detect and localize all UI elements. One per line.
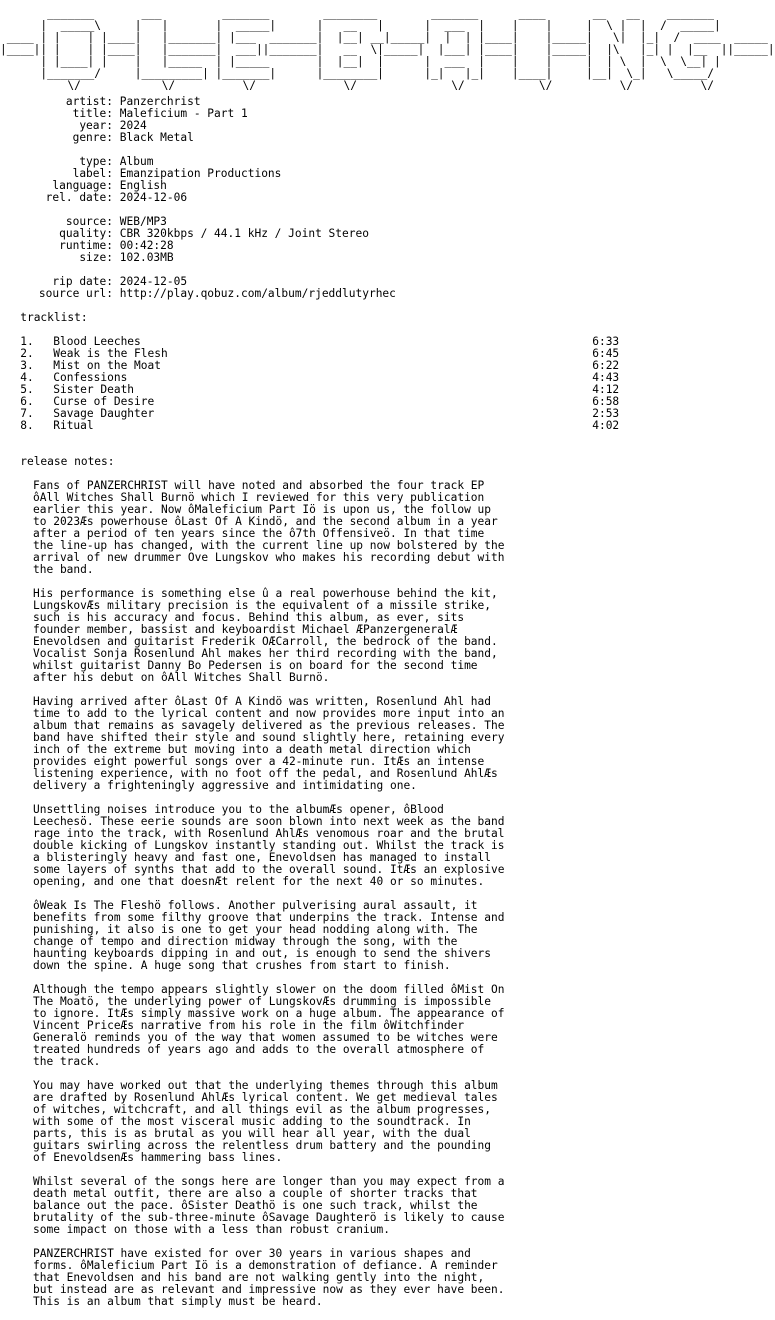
notes-paragraph-3: Having arrived after ôLast Of A Kindö was written, Rosenlund Ahl had time to add to the lyrical content and now provides more input into an album that remains as savagely delivered as the previous releases. The band have shifted their style and sound slightly here, retaining every inch of the extreme but moving into a death metal direction which provides eight powerful songs over a 42-minute run. ItÆs an intense listening experience, with no foot off the pedal, and Rosenlund AhlÆs delivery a frighteningly aggressive and intimidating one. xyxy=(33,695,505,792)
track-duration: 6:22 xyxy=(592,359,620,372)
notes-paragraph-7: You may have worked out that the underlying themes through this album are drafted by Rosenlund AhlÆs lyrical content. We get medieval tales of witches, witchcraft, and all things evil as the album progresses, with some of the most visceral music adding to the soundtrack. In parts, this is as brutal as you will hear all year, with the dual guitars swirling across the relentless drum battery and the pounding of EnevoldsenÆs hammering bass lines. xyxy=(33,1079,498,1164)
notes-paragraph-6: Although the tempo appears slightly slower on the doom filled ôMist On The Moatö, the underlying power of LungskovÆs drumming is impossible to ignore. ItÆs simply massive work on a huge album. The appearance of Vincent PriceÆs narrative from his role in the film ôWitchfinder Generalö reminds you of the way that women assumed to be witches were treated hundreds of years ago and adds to the overall atmosphere of the track. xyxy=(33,983,505,1068)
rel-date-value: 2024-12-06 xyxy=(119,191,188,204)
rel-date-label: rel. date: xyxy=(45,191,113,204)
ascii-logo-banner: _______ ___ _______ ________ _______ ____ __ __ _______ | _____\ | | | _____| | __ | | ___ | | | | \ | | / _____| ____ | | | |____| |_______| |___ _______| |__| __|_____| | | |____| |_____| \| |_| / ____ _____ |____|| | | |____| |_______| ___||_______| __ \|_____| |___| |____| |_____| |\ |_| | |__ ||_____| | |____| | | |_____ | |_____ | |__| | | ___ | | | | | \ | \ \__| | |_______/ |_________| |_______| |________| |_| |_| |____| |__| \_| \_____/ \/ \/ \/ \/ \/ \/ \/ \/ xyxy=(0,7,775,92)
source-url-value[interactable]: http://play.qobuz.com/album/rjeddlutyrhec xyxy=(119,287,396,300)
track-number: 6. xyxy=(20,395,34,408)
track-number: 3. xyxy=(20,359,34,372)
source-url-label: source url: xyxy=(38,287,113,300)
size-label: size: xyxy=(79,251,113,264)
track-duration: 2:53 xyxy=(592,407,620,420)
rip-date-label: rip date: xyxy=(52,275,113,288)
track-number: 1. xyxy=(20,335,34,348)
language-value: English xyxy=(119,179,167,192)
source-label: source: xyxy=(65,215,113,228)
track-title: Blood Leeches xyxy=(53,335,141,348)
genre-label: genre: xyxy=(72,131,113,144)
language-label: language: xyxy=(52,179,113,192)
release-info xyxy=(0,96,396,300)
notes-paragraph-9: PANZERCHRIST have existed for over 30 years in various shapes and forms. ôMaleficium Part Iö is a demonstration of defiance. A reminder that Enevoldsen and his band are not walking gently into the night, but instead are as relevant and impressive now as they ever have been. This is an album that simply must be heard. xyxy=(33,1247,505,1308)
runtime-value: 00:42:28 xyxy=(119,239,174,252)
release-notes xyxy=(0,456,504,1308)
track-duration: 6:45 xyxy=(592,347,620,360)
tracklist-heading-text: tracklist: xyxy=(20,311,88,324)
label-value: Emanzipation Productions xyxy=(119,167,282,180)
track-number: 8. xyxy=(20,419,34,432)
tracklist xyxy=(0,336,619,432)
quality-value: CBR 320kbps / 44.1 kHz / Joint Stereo xyxy=(119,227,369,240)
notes-paragraph-5: ôWeak Is The Fleshö follows. Another pulverising aural assault, it benefits from some filthy groove that underpins the track. Intense and punishing, it also is one to get your head nodding along with. The change of tempo and direction midway through the song, with the haunting keyboards dipping in and out, is enough to send the shivers down the spine. A huge song that crushes from start to finish. xyxy=(33,899,505,972)
track-duration: 4:12 xyxy=(592,383,620,396)
quality-label: quality: xyxy=(59,227,113,240)
title-value: Maleficium - Part 1 xyxy=(119,107,248,120)
genre-value: Black Metal xyxy=(119,131,194,144)
notes-paragraph-2: His performance is something else û a real powerhouse behind the kit, LungskovÆs military precision is the equivalent of a missile strike, such is his accuracy and focus. Behind this album, as ever, sits founder member, bassist and keyboardist Michael ÆPanzergeneralÆ Enevoldsen and guitarist Frederik OÆCarroll, the bedrock of the band. Vocalist Sonja Rosenlund Ahl makes her third recording with the band, whilst guitarist Danny Bo Pedersen is on board for the second time after his debut on ôAll Witches Shall Burnö. xyxy=(33,587,498,684)
track-duration: 4:43 xyxy=(592,371,620,384)
size-value: 102.03MB xyxy=(119,251,174,264)
artist-label: artist: xyxy=(65,95,113,108)
type-label: type: xyxy=(79,155,113,168)
release-notes-heading: release notes: xyxy=(20,455,115,468)
track-title: Ritual xyxy=(53,419,94,432)
track-title: Confessions xyxy=(53,371,128,384)
track-title: Savage Daughter xyxy=(53,407,155,420)
year-value: 2024 xyxy=(119,119,147,132)
track-number: 7. xyxy=(20,407,34,420)
type-value: Album xyxy=(119,155,154,168)
rip-date-value: 2024-12-05 xyxy=(119,275,188,288)
track-row xyxy=(0,419,619,432)
track-title: Weak is the Flesh xyxy=(53,347,168,360)
track-duration: 6:58 xyxy=(592,395,620,408)
notes-paragraph-4: Unsettling noises introduce you to the albumÆs opener, ôBlood Leechesö. These eerie sounds are soon blown into next week as the band rage into the track, with Rosenlund AhlÆs venomous roar and the brutal double kicking of Lungskov instantly standing out. Whilst the track is a blisteringly heavy and fast one, Enevoldsen has managed to install some layers of synths that add to the overall sound. ItÆs an explosive opening, and one that doesnÆt relent for the next 40 or so minutes. xyxy=(33,803,505,888)
track-title: Mist on the Moat xyxy=(53,359,161,372)
source-value: WEB/MP3 xyxy=(119,215,167,228)
track-number: 5. xyxy=(20,383,34,396)
artist-value: Panzerchrist xyxy=(119,95,201,108)
track-duration: 4:02 xyxy=(592,419,620,432)
track-number: 2. xyxy=(20,347,34,360)
tracklist-heading xyxy=(0,312,88,324)
title-label: title: xyxy=(72,107,113,120)
track-title: Sister Death xyxy=(53,383,135,396)
label-label: label: xyxy=(72,167,113,180)
runtime-label: runtime: xyxy=(59,239,113,252)
track-number: 4. xyxy=(20,371,34,384)
track-duration: 6:33 xyxy=(592,335,620,348)
notes-paragraph-8: Whilst several of the songs here are longer than you may expect from a death metal outfit, there are also a couple of shorter tracks that balance out the pace. ôSister Deathö is one such track, whilst the brutality of the sub-three-minute ôSavage Daughterö is likely to cause some impact on those with a less than robust cranium. xyxy=(33,1175,505,1236)
track-title: Curse of Desire xyxy=(53,395,155,408)
notes-paragraph-1: Fans of PANZERCHRIST will have noted and absorbed the four track EP ôAll Witches Shall Burnö which I reviewed for this very publication earlier this year. Now ôMaleficium Part Iö is upon us, the follow up to 2023Æs powerhouse ôLast Of A Kindö, and the second album in a year after a period of ten years since the ô7th Offensiveö. In that time the line-up has changed, with the current line up now bolstered by the arrival of new drummer Ove Lungskov who makes his recording debut with the band. xyxy=(33,479,505,576)
year-label: year: xyxy=(79,119,113,132)
